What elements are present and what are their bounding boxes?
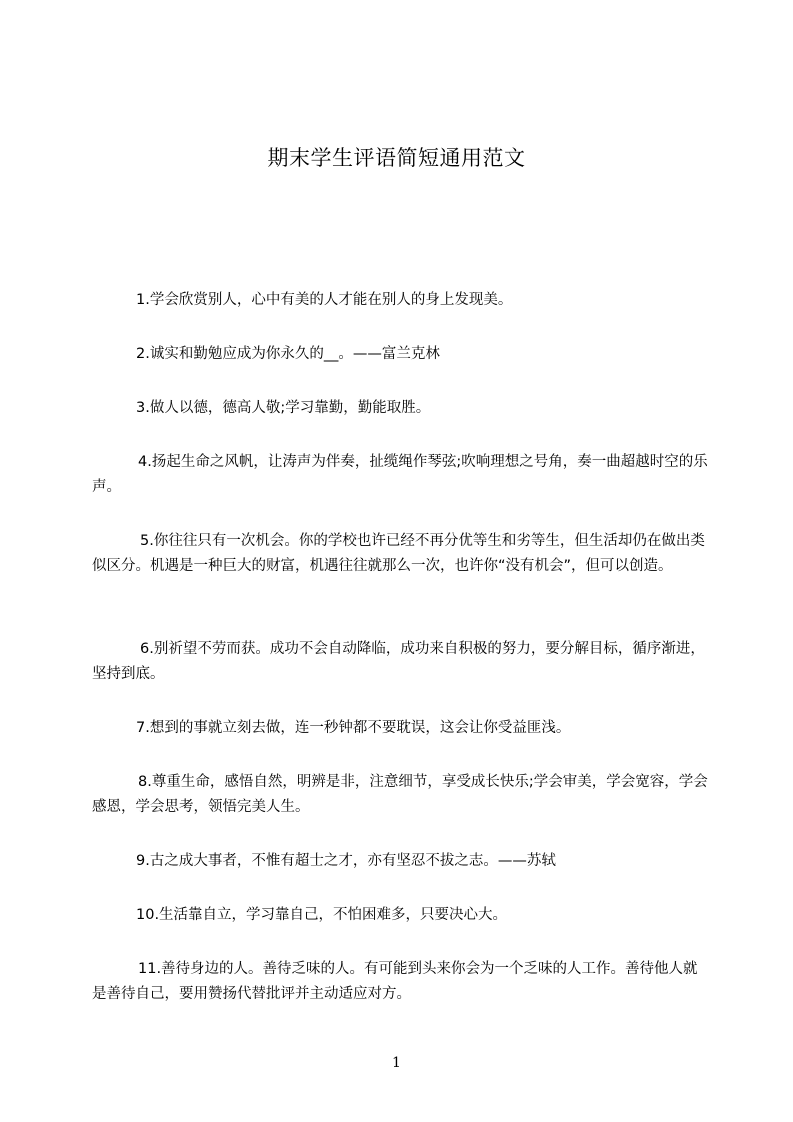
paragraph-7: 7.想到的事就立刻去做，连一秒钟都不要耽误，这会让你受益匪浅。 [136, 720, 571, 736]
paragraph-8: 8.尊重生命，感悟自然，明辨是非，注意细节，享受成长快乐;学会审美，学会宽容，学会感恩，学会思考，领悟完美人生。 [92, 774, 708, 815]
document-title: 期末学生评语简短通用范文 [267, 146, 526, 170]
page-number: 1 [392, 1055, 401, 1071]
paragraph-10: 10.生活靠自立，学习靠自己，不怕困难多，只要决心大。 [136, 907, 508, 923]
paragraph-11: 11.善待身边的人。善待乏味的人。有可能到头来你会为一个乏味的人工作。善待他人就是善待自己，要用赞扬代替批评并主动适应对方。 [92, 961, 698, 1002]
paragraph-2: 2.诚实和勤勉应成为你永久的__。——富兰克林 [136, 346, 440, 362]
paragraph-4: 4.扬起生命之风帆，让涛声为伴奏，扯缆绳作琴弦;吹响理想之号角，奏一曲超越时空的乐声。 [92, 454, 708, 495]
paragraph-1: 1.学会欣赏别人，心中有美的人才能在别人的身上发现美。 [136, 292, 513, 308]
paragraph-6: 6.别祈望不劳而获。成功不会自动降临，成功来自积极的努力，要分解目标，循序渐进，坚持到底。 [92, 641, 705, 682]
paragraph-5: 5.你往往只有一次机会。你的学校也许已经不再分优等生和劣等生，但生活却仍在做出类似区分。机遇是一种巨大的财富，机遇往往就那么一次，也许你“没有机会”，但可以创造。 [92, 533, 705, 574]
paragraph-3: 3.做人以德，德高人敬;学习靠勤，勤能取胜。 [136, 400, 431, 416]
paragraph-9: 9.古之成大事者，不惟有超士之才，亦有坚忍不拔之志。——苏轼 [136, 853, 556, 869]
